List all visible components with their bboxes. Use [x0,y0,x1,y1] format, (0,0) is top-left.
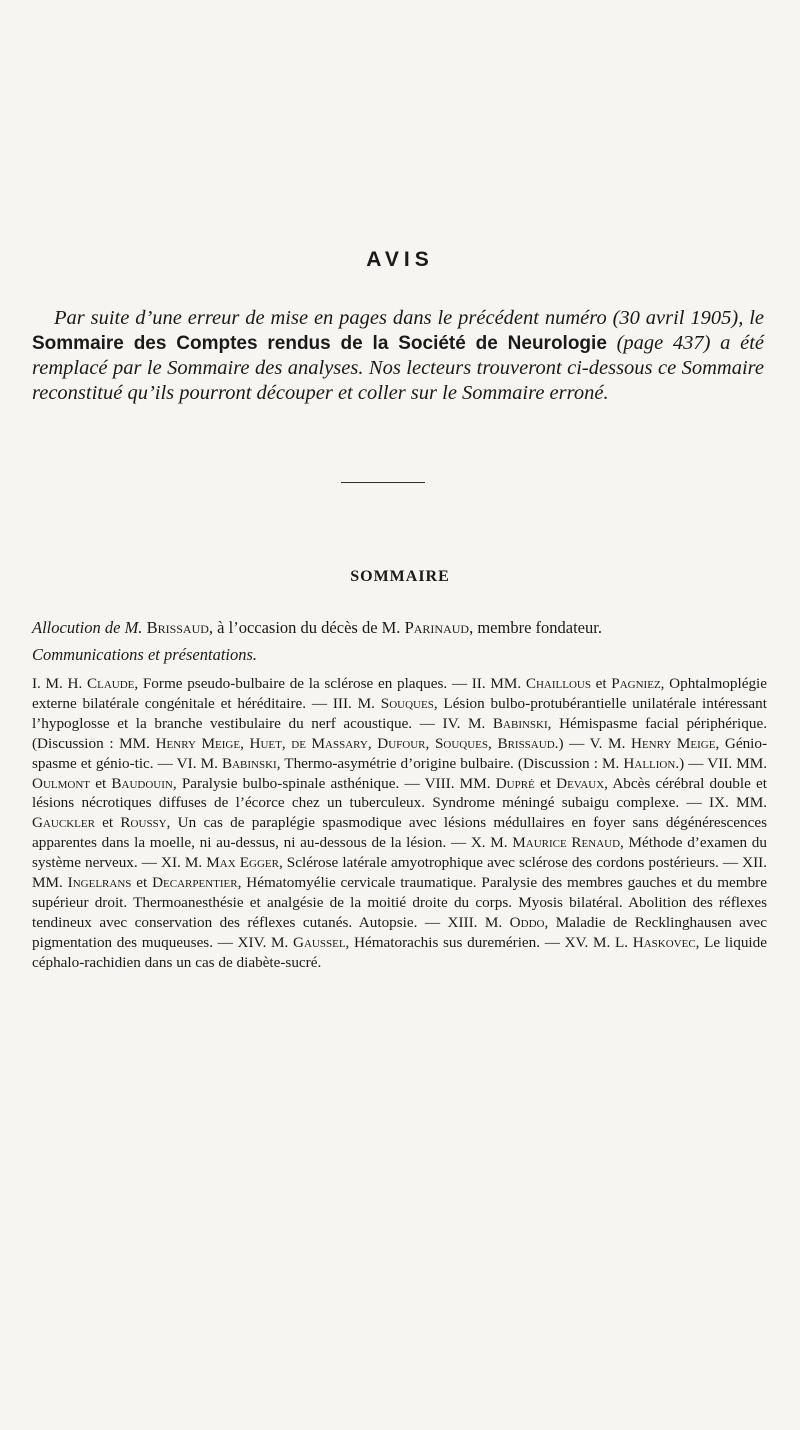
author-name: Henry Meige [155,734,241,752]
entry-number: I. M. H. [32,675,87,692]
entry-description: , Forme pseudo-bulbaire de la sclérose en plaques. — [134,675,472,692]
entry-number: XIV. M. [237,933,294,951]
avis-notice-bold: Sommaire des Comptes rendus de la Société de Neurologie [32,333,607,354]
author-name: Pagniez [611,675,661,692]
allocution-line [32,617,772,639]
author-name: Dufour [377,734,426,752]
author-name: Parinaud [404,618,470,637]
entry-description: , Hémispasme facial périphérique. (Discussion : MM. [32,714,767,752]
author-name: Chaillous [525,675,591,692]
avis-notice [32,306,764,406]
sommaire-entry [623,755,707,772]
author-name: Decarpentier [152,874,238,892]
communications-heading: Communications et présentations. [32,645,258,664]
allocution-text: , membre fondateur. [469,618,602,637]
entry-number: V. M. [589,734,631,752]
entry-description: , Ophtalmoplégie externe bilatérale congénitale et héréditaire. — [32,675,768,712]
author-name: Baudouin [111,774,173,792]
allocution-text: , à l’occasion du décès de M. [208,618,405,637]
sommaire-body [32,674,767,973]
author-name: Devaux [556,774,605,792]
allocution-label: Allocution de M. [32,618,143,637]
entry-number: III. M. [332,694,381,712]
sommaire-entry [161,854,742,871]
entry-description: , Thermo-asymétrie d’origine bulbaire. (Discussion : M. [276,754,624,772]
name-separator: , [240,734,250,752]
author-name: Max Egger [206,854,279,872]
author-name: Ingelrans [67,874,132,892]
entry-number: XII. MM. [32,854,768,892]
entry-description: , Génio-spasme et génio-tic. — [32,734,768,772]
author-name: Dupré [495,774,535,792]
author-name: Roussy [120,814,167,832]
sommaire-entry [32,675,472,692]
sommaire-entry [156,735,590,752]
name-separator: et [590,675,612,692]
entry-number: X. M. [470,834,513,852]
avis-notice-part1: Par suite d’une erreur de mise en pages dans le précédent numéro (30 avril 1905), le [54,307,764,329]
name-separator: et [534,774,557,792]
entry-number: IX. MM. [709,794,767,812]
entry-description: , Maladie de Recklinghausen avec pigmentation des muqueuses. — [32,913,767,951]
name-separator: , [425,734,435,752]
author-name: Gauckler [32,814,95,832]
entry-description: , Hématorachis sus duremérien. — [345,933,565,951]
name-separator: , [367,734,378,752]
entry-description: , Abcès cérébral double et lésions nécrotiques diffuses de l’écorce chez un tuberculeux. Syndrome méningé subaigu complexe. — [32,774,768,812]
sommaire-heading: SOMMAIRE [350,568,450,585]
name-separator: , [488,734,498,752]
entry-description: , Méthode d’examen du système nerveux. — [32,834,767,872]
author-name: Claude [86,675,135,692]
entry-description: .) — [675,754,708,772]
author-name: Oulmont [32,774,91,792]
entry-number: II. MM. [471,675,526,692]
avis-notice-part2: (page 437) a été remplacé par le Sommaire des analyses. Nos lecteurs trouveront ci-dessous ce Sommaire reconstitué qu’ils pourront découper et coller sur le Sommaire erroné. [32,332,764,404]
entry-description: , Un cas de paraplégie spasmodique avec lésions médullaires en foyer sans dégénérescences apparentes dans la moelle, ni au-dessus, ni au-dessous de la lésion. — [32,814,768,852]
entry-description: , Paralysie bulbo-spinale asthénique. — [172,774,425,792]
author-name: Oddo [509,913,545,931]
entry-number: XV. M. L. [564,933,633,951]
section-divider [341,482,425,483]
author-name: Maurice Renaud [512,834,621,852]
entry-number: XI. M. [161,854,207,872]
sommaire-entry [177,755,624,772]
author-name: Hallion [623,754,676,772]
author-name: Henry Meige [630,734,716,752]
name-separator: et [131,874,153,892]
name-separator: et [94,814,121,832]
author-name: Brissaud [146,618,209,637]
entry-description: , Lésion bulbo-protubérantielle unilatérale intéressant l’hypoglosse et la branche vestibulaire du nerf acoustique. — [32,694,767,732]
entry-description: , Hématomyélie cervicale traumatique. Paralysie des membres gauches et du membre supérieur droit. Thermoanesthésie et analgésie de la moitié droite du corps. Myosis bilatéral. Abolition des réflexes tendineux avec conservation des réflexes cutanés. Autopsie. — [32,874,767,931]
entry-number: VI. M. [176,754,222,772]
entry-number: IV. M. [442,714,493,732]
avis-title: AVIS [366,248,434,271]
entry-number: VIII. MM. [424,774,496,792]
author-name: Babinski [492,714,548,732]
name-separator: , [281,734,292,752]
sommaire-entry [238,934,565,951]
name-separator: et [90,774,112,792]
entry-description: .) — [554,734,590,752]
author-name: Brissaud [497,734,555,752]
author-name: de Massary [291,734,368,752]
author-name: Gaussel [293,933,346,951]
author-name: Huet [249,734,282,752]
entry-description: , Sclérose latérale amyotrophique avec sclérose des cordons postérieurs. — [278,854,743,872]
author-name: Haskovec [632,933,696,951]
author-name: Souques [380,694,434,712]
entry-number: XIII. M. [447,913,510,931]
entry-number: VII. MM. [707,754,767,772]
author-name: Souques [434,734,489,752]
entry-description: , Le liquide céphalo-rachidien dans un cas de diabète-sucré. [32,933,767,971]
author-name: Babinski [221,754,277,772]
